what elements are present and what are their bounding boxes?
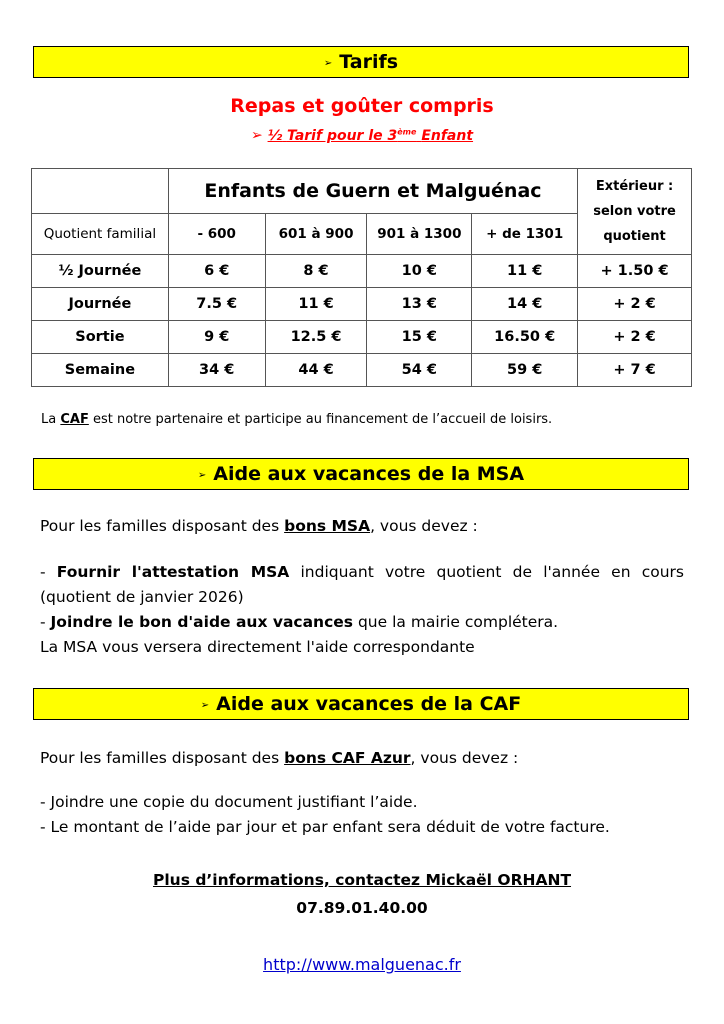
table-cell: 14 € (472, 288, 578, 321)
table-cell: 8 € (265, 255, 367, 288)
caf-intro: Pour les familles disposant des bons CAF Azur, vous devez : (40, 749, 519, 767)
contact-phone: 07.89.01.40.00 (296, 899, 428, 917)
third-child-rate-note (0, 127, 724, 144)
caf-banner (33, 688, 689, 720)
caf-title: Aide aux vacances de la CAF (216, 693, 522, 715)
row-label: Sortie (32, 321, 169, 354)
exterior-cell: + 2 € (578, 321, 692, 354)
table-cell: 7.5 € (168, 288, 265, 321)
table-header-row (32, 169, 692, 214)
msa-title: Aide aux vacances de la MSA (213, 463, 525, 485)
row-label: ½ Journée (32, 255, 169, 288)
arrow-bullet-icon: ➢ (323, 57, 333, 69)
table-cell: 9 € (168, 321, 265, 354)
table-cell: 13 € (367, 288, 472, 321)
table-cell: 15 € (367, 321, 472, 354)
arrow-bullet-icon: ➢ (250, 127, 263, 144)
column-header: - 600 (168, 214, 265, 255)
msa-bons-highlight: bons MSA (284, 517, 371, 535)
exterior-cell: + 1.50 € (578, 255, 692, 288)
arrow-bullet-icon: ➢ (197, 469, 207, 481)
column-header: 901 à 1300 (367, 214, 472, 255)
exterior-cell: + 2 € (578, 288, 692, 321)
caf-partner-note: La CAF est notre partenaire et participe au financement de l’accueil de loisirs. (41, 412, 553, 427)
caf-item-1: - Joindre une copie du document justifiant l’aide. (40, 793, 418, 811)
msa-banner (33, 458, 689, 490)
table-row (32, 255, 692, 288)
msa-item-2: - Joindre le bon d'aide aux vacances que la mairie complétera. (40, 613, 559, 631)
caf-highlight: CAF (60, 412, 89, 427)
website-link[interactable]: http://www.malguenac.fr (263, 955, 461, 974)
quotient-label: Quotient familial (32, 214, 169, 255)
table-cell: 12.5 € (265, 321, 367, 354)
tarifs-banner (33, 46, 689, 78)
empty-corner-cell (32, 169, 169, 214)
caf-azur-highlight: bons CAF Azur (284, 749, 411, 767)
meals-included-subtitle: Repas et goûter compris (230, 95, 494, 117)
caf-item-2: - Le montant de l’aide par jour et par enfant sera déduit de votre facture. (40, 818, 610, 836)
tarifs-title: Tarifs (339, 51, 399, 73)
table-cell: 44 € (265, 354, 367, 387)
table-cell: 11 € (472, 255, 578, 288)
row-label: Journée (32, 288, 169, 321)
group-header: Enfants de Guern et Malguénac (168, 169, 577, 214)
table-cell: 10 € (367, 255, 472, 288)
contact-label: Plus d’informations, contactez Mickaël ORHANT (152, 871, 572, 889)
table-cell: 54 € (367, 354, 472, 387)
msa-closing: La MSA vous versera directement l'aide correspondante (40, 638, 475, 656)
exterior-header: Extérieur : selon votre quotient (578, 169, 692, 255)
msa-intro: Pour les familles disposant des bons MSA, vous devez : (40, 517, 478, 535)
table-cell: 34 € (168, 354, 265, 387)
table-cell: 16.50 € (472, 321, 578, 354)
row-label: Semaine (32, 354, 169, 387)
table-cell: 59 € (472, 354, 578, 387)
exterior-cell: + 7 € (578, 354, 692, 387)
third-child-rate-text: ½ Tarif pour le 3ème Enfant (267, 127, 474, 144)
rates-table (31, 168, 692, 387)
msa-item-1: - Fournir l'attestation MSA indiquant votre quotient de l'année en cours (quotient de janvier 2026) (40, 563, 684, 606)
table-cell: 11 € (265, 288, 367, 321)
table-cell: 6 € (168, 255, 265, 288)
table-row (32, 354, 692, 387)
msa-instructions (40, 560, 684, 660)
table-row (32, 321, 692, 354)
column-header: + de 1301 (472, 214, 578, 255)
table-row (32, 288, 692, 321)
column-header: 601 à 900 (265, 214, 367, 255)
arrow-bullet-icon: ➢ (200, 699, 210, 711)
caf-instructions (40, 790, 684, 840)
